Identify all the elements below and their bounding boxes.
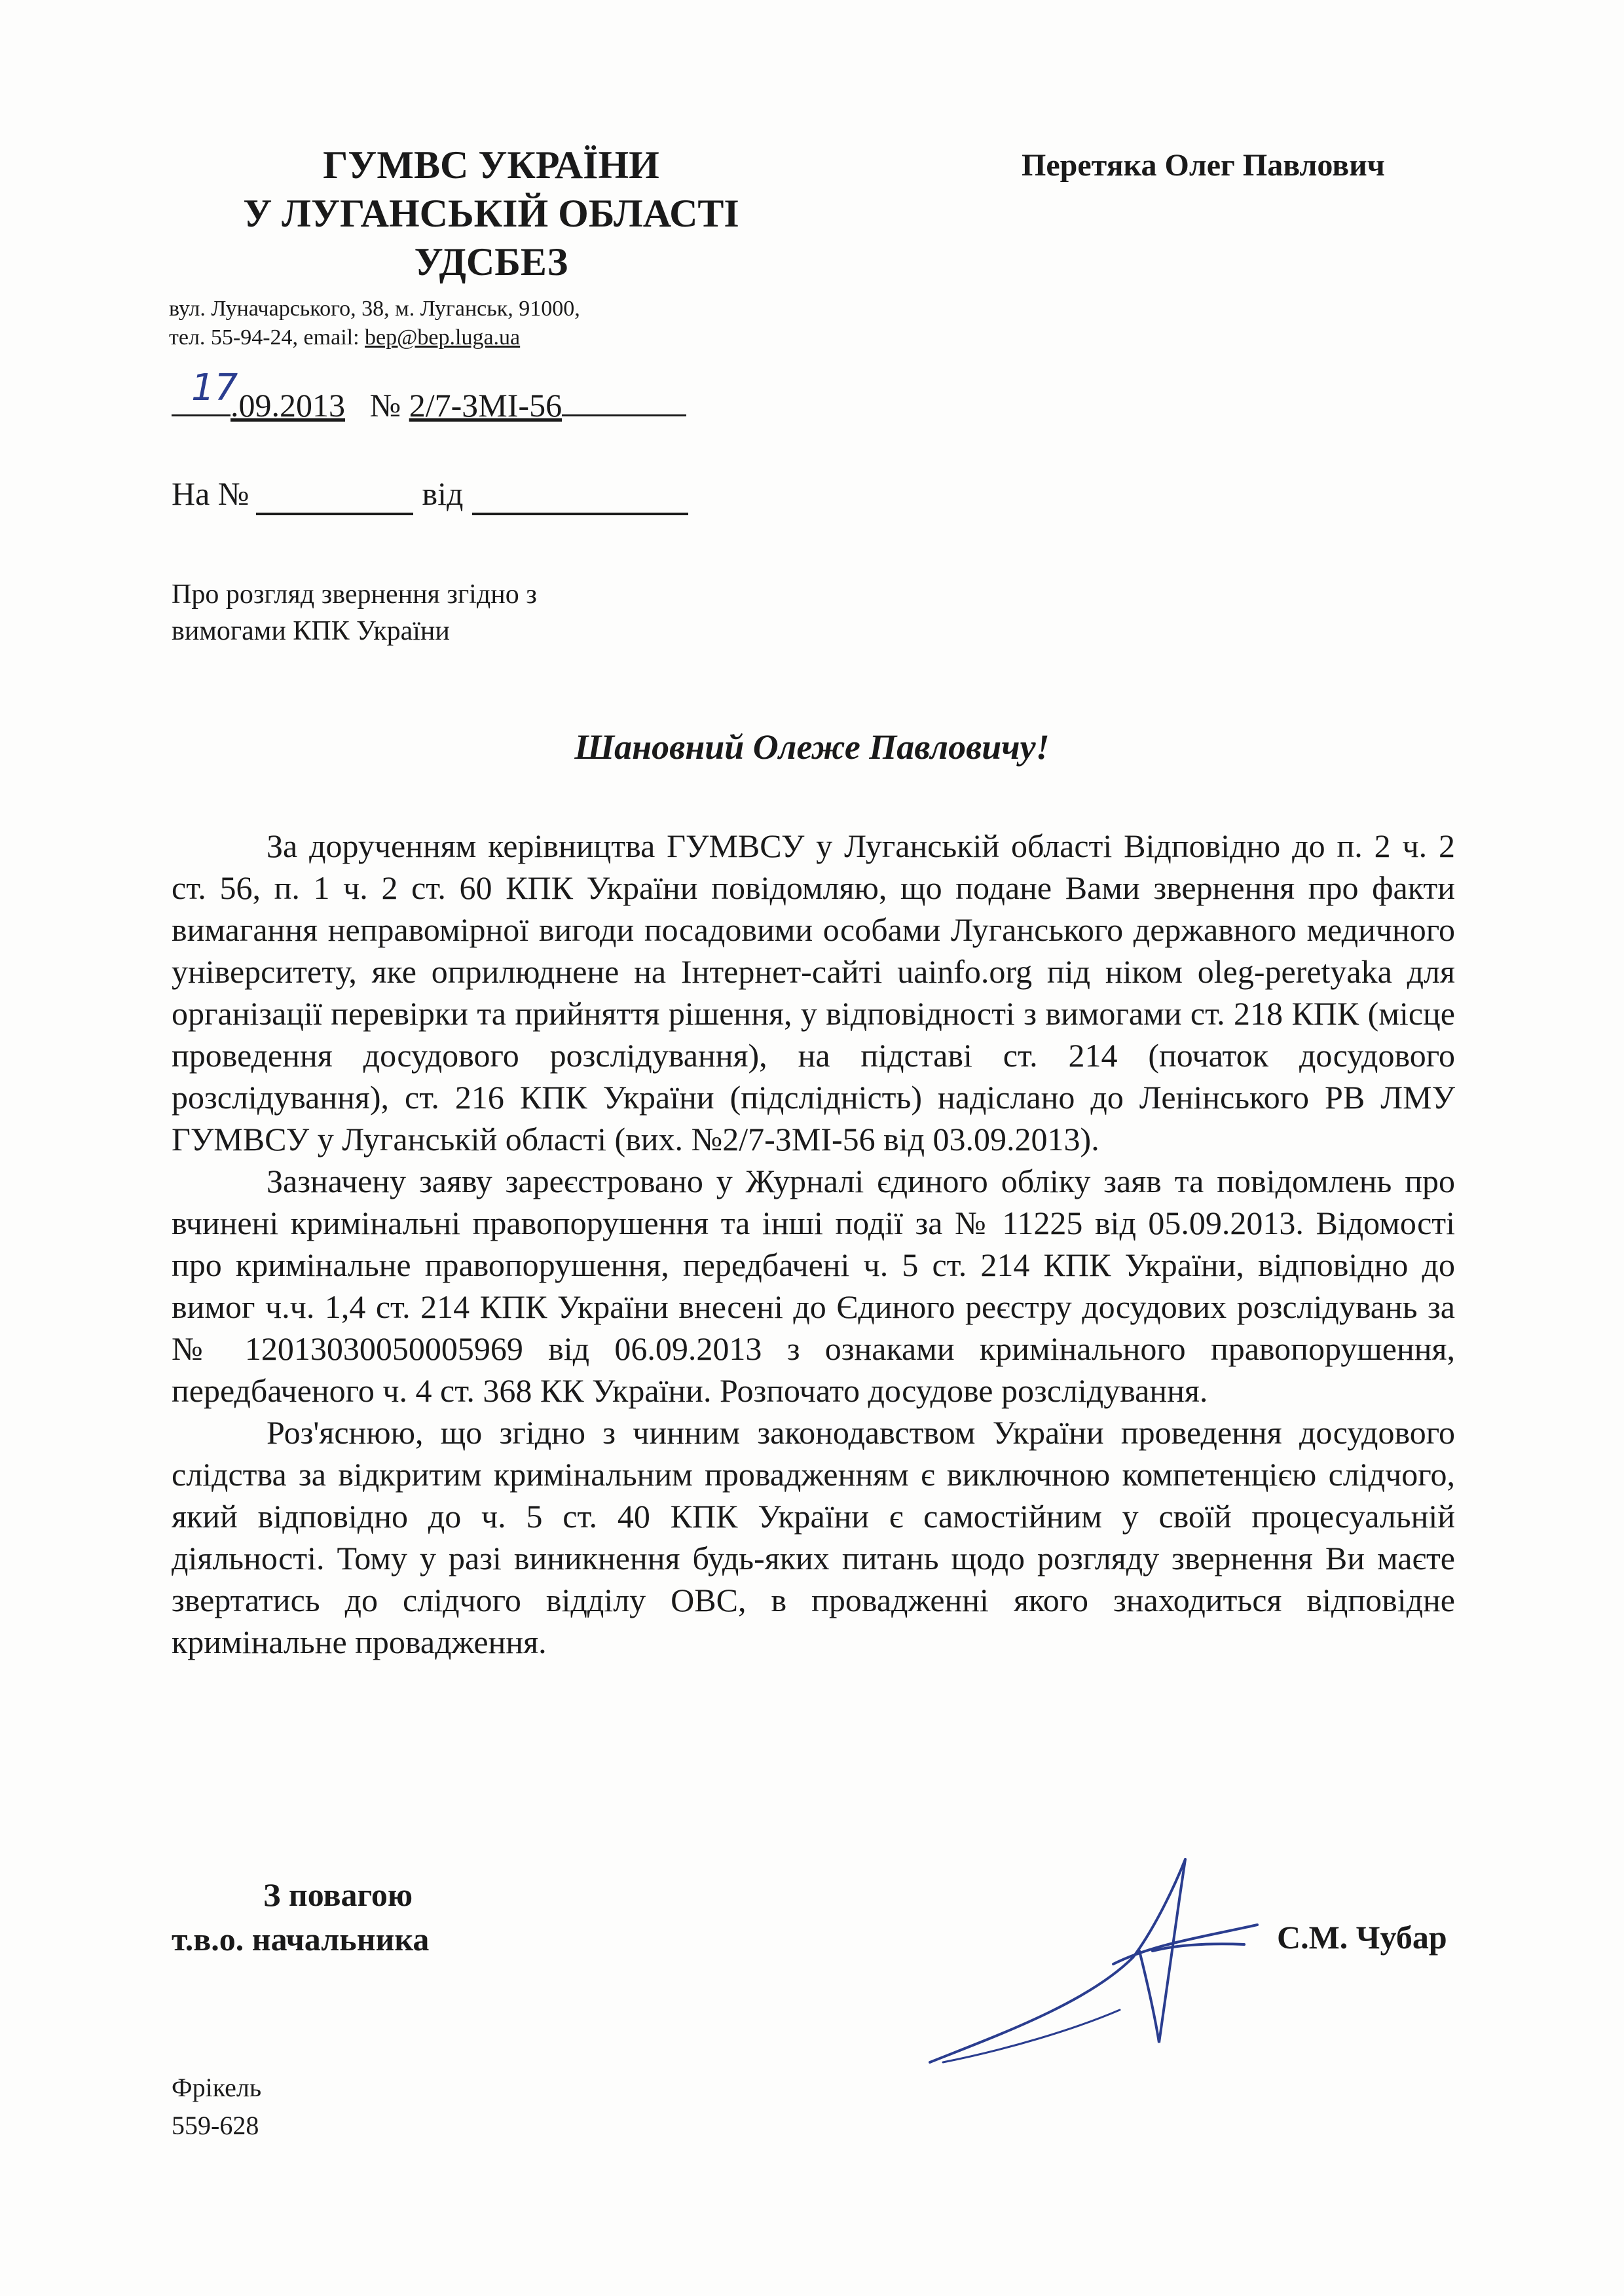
salutation: Шановний Олеже Павловичу! [574, 727, 1050, 767]
reference-number-blank [256, 475, 413, 515]
org-name-line1: ГУМВС УКРАЇНИ [323, 143, 659, 187]
body-paragraph-2: Зазначену заяву зареєстровано у Журналі єдиного обліку заяв та повідомлень про вчинені кримінальні правопорушення та інші події за № 11225 від 05.09.2013. Відомості про кримінальне правопорушення, передбачені ч. 5 ст. 214 КПК України, відповідно до вимог ч.ч. 1,4 ст. 214 КПК України внесені до Єдиного реєстру досудових розслідувань за № 12013030050005969 від 06.09.2013 з ознаками кримінального правопорушення, передбаченого ч. 4 ст. 368 КК України. Розпочато досудове розслідування. [172, 1163, 1455, 1409]
signer-name: С.М. Чубар [1277, 1919, 1447, 1956]
email-link[interactable]: bep@bep.luga.ua [365, 325, 521, 350]
org-name-line2: У ЛУГАНСЬКІЙ ОБЛАСТІ [243, 192, 739, 235]
phone-text: тел. 55-94-24, email: [169, 325, 365, 350]
body-paragraph-1: За дорученням керівництва ГУМВСУ у Луганській області Відповідно до п. 2 ч. 2 ст. 56, п. 1 ч. 2 ст. 60 КПК України повідомляю, що подане Вами звернення про факти вимагання неправомірної вигоди посадовими особами Луганського державного медичного університету, яке оприлюднене на Інтернет-сайті uainfo.org під ніком oleg-peretyaka для організації перевірки та прийняття рішення, у відповідності з вимогами ст. 218 КПК (місце проведення досудового розслідування), на підставі ст. 214 (початок досудового розслідування), ст. 216 КПК України (підслідність) надіслано до Ленінського РВ ЛМУ ГУМВСУ у Луганській області (вих. №2/7-ЗМІ-56 від 03.09.2013). [172, 828, 1455, 1157]
body-paragraph-3: Роз'яснюю, що згідно з чинним законодавством України проведення досудового слідства за відкритим кримінальним провадженням є виключною компетенцією слідчого, який відповідно до ч. 5 ст. 40 КПК України є самостійним у своїй процесуальній діяльності. Тому у разі виникнення будь-яких питань щодо розгляду звернення Ви маєте звертатись до слідчого відділу ОВС, в провадженні якого знаходиться відповідне кримінальне провадження. [172, 1414, 1455, 1660]
handwritten-day: 17 [191, 367, 238, 409]
executor-info [172, 2069, 261, 2145]
executor-phone: 559-628 [172, 2111, 259, 2140]
executor-name: Фрікель [172, 2073, 262, 2102]
organization-header [164, 141, 819, 286]
subject-line1: Про розгляд звернення згідно з [172, 579, 537, 610]
number-label: № [369, 387, 401, 424]
letter-subject [172, 576, 537, 649]
number-underline [562, 414, 686, 416]
org-name-line3: УДСБЕЗ [414, 240, 568, 283]
org-address [169, 295, 580, 352]
reference-number-label: На № [172, 475, 249, 512]
registration-number: 2/7-ЗМІ-56 [409, 387, 563, 424]
registration-date: .09.2013 [231, 387, 345, 424]
date-underline [172, 414, 231, 416]
subject-line2: вимогами КПК України [172, 616, 450, 646]
reference-from-label: від [422, 475, 464, 512]
handwritten-signature [917, 1846, 1283, 2108]
signer-position: т.в.о. начальника [172, 1921, 430, 1958]
outgoing-registration [172, 367, 686, 424]
reference-date-blank [472, 475, 688, 515]
letter-body [172, 825, 1455, 1663]
reference-line [172, 475, 688, 515]
recipient-name: Перетяка Олег Павлович [1022, 148, 1385, 183]
closing-block [172, 1872, 429, 1961]
address-line: вул. Луначарського, 38, м. Луганськ, 91000, [169, 297, 580, 321]
closing-regards: З повагою [263, 1876, 413, 1913]
contact-line [169, 323, 580, 352]
